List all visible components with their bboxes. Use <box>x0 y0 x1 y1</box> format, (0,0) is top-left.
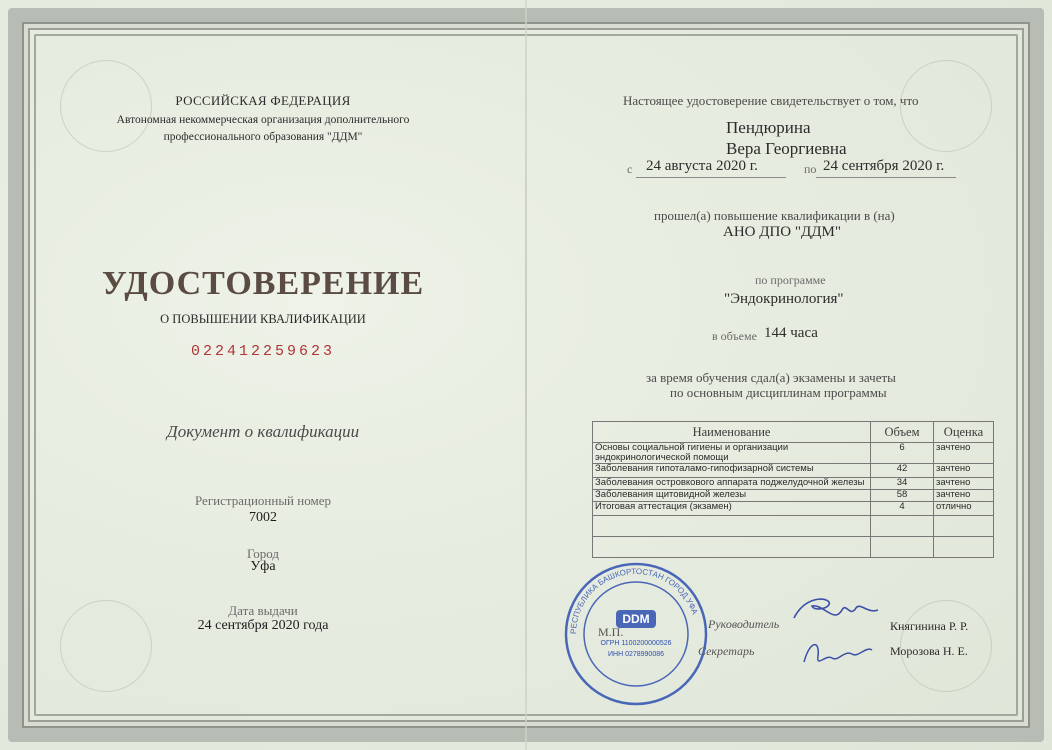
issue-date-value: 24 сентября 2020 года <box>197 618 329 633</box>
stamp-ring-text: РЕСПУБЛИКА БАШКОРТОСТАН ГОРОД УФА <box>568 566 700 635</box>
discipline-hours: 34 <box>871 478 934 490</box>
secretary-label: Секретарь <box>698 644 755 658</box>
discipline-grade: отлично <box>934 502 994 516</box>
issuer-block <box>0 112 526 146</box>
table-row <box>593 464 994 478</box>
discipline-name: Заболевания островкового аппарата поджелудочной железы <box>593 478 871 490</box>
program-name: "Эндокринология" <box>724 291 844 307</box>
period-to-value: 24 сентября 2020 г. <box>823 158 945 174</box>
period-from-label: с <box>627 162 633 176</box>
discipline-hours: 6 <box>871 443 934 464</box>
document-kind: Документ о квалификации <box>166 422 360 441</box>
table-row <box>593 443 994 464</box>
table-row <box>593 478 994 490</box>
seal-place-label: М.П. <box>598 625 624 639</box>
disciplines-table <box>592 421 994 558</box>
discipline-name: Итоговая аттестация (экзамен) <box>593 502 871 516</box>
period-from-value: 24 августа 2020 г. <box>646 158 758 174</box>
discipline-hours: 58 <box>871 490 934 502</box>
reg-number-label: Регистрационный номер <box>195 493 331 508</box>
column-header-name: Наименование <box>593 422 871 443</box>
discipline-name: Заболевания щитовидной железы <box>593 490 871 502</box>
underline <box>816 177 956 178</box>
discipline-grade: зачтено <box>934 478 994 490</box>
underline <box>636 177 786 178</box>
issuer-line-1: Автономная некоммерческая организация дополнительного <box>116 114 410 126</box>
holder-given-names: Вера Георгиевна <box>726 139 847 158</box>
exam-statement-line-2: по основным дисциплинам программы <box>670 385 887 400</box>
document-title: УДОСТОВЕРЕНИЕ <box>101 265 425 302</box>
discipline-hours: 42 <box>871 464 934 478</box>
secretary-signature-icon <box>796 632 876 677</box>
serial-number: 022412259623 <box>190 343 336 360</box>
official-stamp <box>562 560 710 708</box>
volume-label: в объеме <box>712 329 757 343</box>
country-heading: РОССИЙСКАЯ ФЕДЕРАЦИЯ <box>175 93 351 108</box>
column-header-grade: Оценка <box>934 422 994 443</box>
table-header-row <box>593 422 994 443</box>
intro-text: Настоящее удостоверение свидетельствует о том, что <box>623 93 919 108</box>
stamp-logo-text: DDM <box>622 612 650 626</box>
right-page <box>526 0 1052 750</box>
city-value: Уфа <box>250 559 276 574</box>
column-header-hours: Объем <box>871 422 934 443</box>
table-row-empty <box>593 516 994 537</box>
discipline-name: Заболевания гипоталамо-гипофизарной системы <box>593 464 871 478</box>
discipline-grade: зачтено <box>934 443 994 464</box>
document-subtitle: О ПОВЫШЕНИИ КВАЛИФИКАЦИИ <box>160 312 366 326</box>
issuer-line-2: профессионального образования "ДДМ" <box>163 131 363 143</box>
discipline-hours: 4 <box>871 502 934 516</box>
table-row-empty <box>593 537 994 558</box>
holder-surname: Пендюрина <box>726 118 811 137</box>
period-to-label: по <box>804 162 817 176</box>
head-name: Княгинина Р. Р. <box>890 619 969 633</box>
head-label: Руководитель <box>708 617 780 631</box>
discipline-grade: зачтено <box>934 490 994 502</box>
program-label: по программе <box>755 273 826 287</box>
issue-date-label: Дата выдачи <box>228 603 298 618</box>
reg-number-value: 7002 <box>249 510 277 525</box>
volume-value: 144 часа <box>764 325 818 341</box>
city-label: Город <box>246 546 280 561</box>
training-statement: прошел(а) повышение квалификации в (на) <box>654 208 895 223</box>
discipline-grade: зачтено <box>934 464 994 478</box>
head-signature-icon <box>784 588 884 638</box>
training-organization: АНО ДПО "ДДМ" <box>723 224 841 240</box>
table-row <box>593 502 994 516</box>
stamp-inn: ИНН 0278990086 <box>607 651 665 658</box>
table-row <box>593 490 994 502</box>
discipline-name: Основы социальной гигиены и организации эндокринологической помощи <box>593 443 871 464</box>
stamp-ogrn: ОГРН 1100200000526 <box>600 640 672 647</box>
secretary-name: Морозова Н. Е. <box>890 644 968 658</box>
exam-statement-line-1: за время обучения сдал(а) экзамены и зачеты <box>646 370 896 385</box>
